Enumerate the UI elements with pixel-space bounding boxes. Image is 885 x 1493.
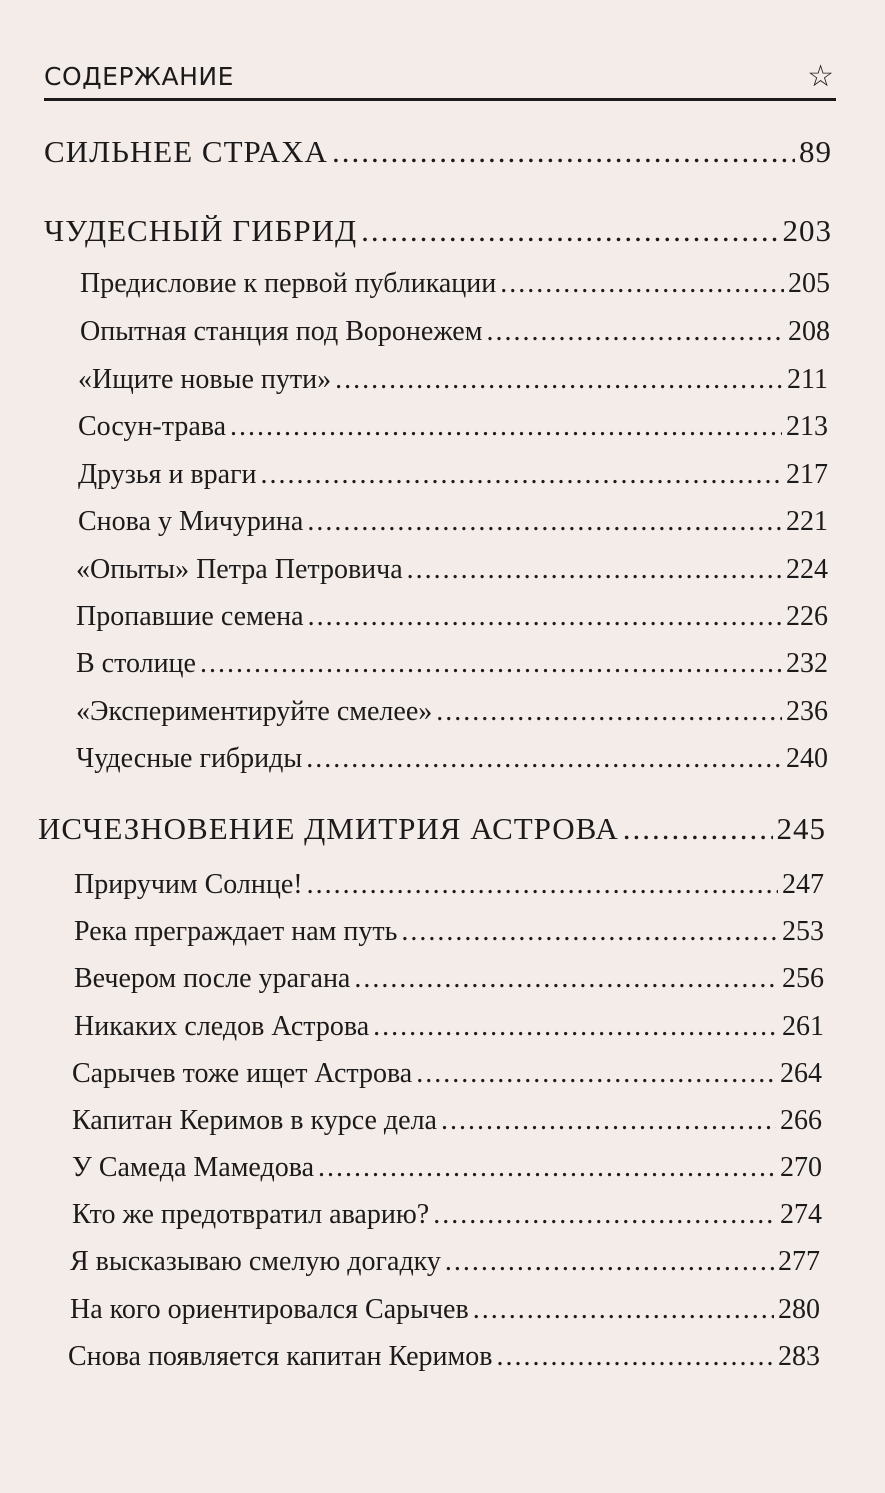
dot-leader [318, 1152, 776, 1184]
toc-entry-page-number: 211 [787, 364, 828, 395]
toc-entry-label: На кого ориентировался Сарычев [70, 1294, 469, 1325]
dot-leader [441, 1105, 776, 1137]
toc-entry-page-number: 213 [786, 411, 828, 442]
dot-leader [307, 506, 782, 538]
toc-entry-chapter [76, 648, 828, 680]
toc-entry-page-number: 217 [786, 459, 828, 490]
toc-entry-label: Друзья и враги [78, 459, 257, 490]
toc-entry-label: Никаких следов Астрова [74, 1011, 370, 1042]
toc-entry-page-number: 89 [799, 134, 832, 169]
toc-entry-page-number: 221 [786, 506, 828, 537]
toc-entry-part [44, 134, 832, 170]
toc-entry-page-number: 280 [778, 1294, 820, 1325]
header-rule [44, 98, 836, 101]
dot-leader [308, 601, 782, 633]
toc-entry-chapter [80, 268, 830, 300]
toc-entry-chapter [78, 364, 828, 396]
toc-entry-page-number: 264 [780, 1058, 822, 1089]
toc-entry-chapter [76, 743, 828, 775]
dot-leader [307, 869, 778, 901]
toc-entry-page-number: 256 [782, 963, 824, 994]
toc-entry-label: Капитан Керимов в курсе дела [72, 1105, 437, 1136]
toc-entry-chapter [74, 916, 824, 948]
toc-entry-label: Чудесные гибриды [76, 743, 303, 774]
toc-entry-label: «Ищите новые пути» [78, 364, 332, 395]
toc-entry-page-number: 236 [786, 696, 828, 727]
dot-leader [496, 1341, 774, 1373]
toc-entry-page-number: 240 [786, 743, 828, 774]
dot-leader [486, 316, 784, 348]
toc-entry-page-number: 270 [780, 1152, 822, 1183]
toc-entry-chapter [78, 411, 828, 443]
toc-entry-page-number: 261 [782, 1011, 824, 1042]
toc-entry-chapter [76, 696, 828, 728]
toc-entry-page-number: 253 [782, 916, 824, 947]
toc-entry-page-number: 203 [782, 213, 832, 248]
toc-entry-chapter [76, 554, 828, 586]
toc-entry-label: Сарычев тоже ищет Астрова [72, 1058, 413, 1089]
dot-leader [230, 411, 782, 443]
dot-leader [473, 1294, 774, 1326]
toc-entry-label: Вечером после урагана [74, 963, 351, 994]
toc-entry-label: «Опыты» Петра Петровича [76, 554, 403, 585]
toc-entry-label: У Самеда Мамедова [72, 1152, 315, 1183]
dot-leader [354, 963, 778, 995]
toc-entry-chapter [68, 1341, 820, 1373]
toc-entry-page-number: 247 [782, 869, 824, 900]
running-head [44, 59, 836, 100]
toc-entry-label: Сосун-трава [78, 411, 227, 442]
toc-entry-page-number: 283 [778, 1341, 820, 1372]
dot-leader [416, 1058, 776, 1090]
dot-leader [335, 364, 783, 396]
toc-entry-chapter [72, 1199, 822, 1231]
toc-entry-label: СИЛЬНЕЕ СТРАХА [44, 134, 328, 169]
toc-entry-label: Снова появляется капитан Керимов [68, 1341, 493, 1372]
toc-entry-part [38, 811, 826, 847]
dot-leader [445, 1246, 774, 1278]
toc-entry-label: Кто же предотвратил аварию? [72, 1199, 430, 1230]
toc-entry-label: Река преграждает нам путь [74, 916, 398, 947]
toc-entry-label: «Экспериментируйте смелее» [76, 696, 433, 727]
dot-leader [407, 554, 782, 586]
dot-leader [373, 1011, 778, 1043]
toc-entry-page-number: 277 [778, 1246, 820, 1277]
dot-leader [623, 811, 773, 847]
toc-entry-chapter [72, 1152, 822, 1184]
toc-entry-chapter [78, 506, 828, 538]
toc-entry-label: В столице [76, 648, 196, 679]
toc-entry-chapter [78, 459, 828, 491]
toc-entry-chapter [74, 1011, 824, 1043]
toc-entry-page-number: 266 [780, 1105, 822, 1136]
toc-entry-page-number: 226 [786, 601, 828, 632]
toc-entry-chapter [70, 1246, 820, 1278]
star-icon: ☆ [807, 59, 834, 94]
dot-leader [332, 134, 795, 170]
toc-entry-label: Предисловие к первой публикации [80, 268, 497, 299]
dot-leader [306, 743, 782, 775]
toc-entry-part [44, 213, 832, 249]
toc-entry-label: Приручим Солнце! [74, 869, 303, 900]
toc-entry-label: ИСЧЕЗНОВЕНИЕ ДМИТРИЯ АСТРОВА [38, 811, 619, 846]
dot-leader [433, 1199, 776, 1231]
toc-entry-page-number: 205 [788, 268, 830, 299]
toc-entry-chapter [74, 963, 824, 995]
toc-entry-label: ЧУДЕСНЫЙ ГИБРИД [44, 213, 358, 248]
toc-entry-page-number: 224 [786, 554, 828, 585]
dot-leader [261, 459, 782, 491]
toc-entry-page-number: 232 [786, 648, 828, 679]
toc-entry-chapter [72, 1058, 822, 1090]
dot-leader [200, 648, 782, 680]
dot-leader [401, 916, 778, 948]
dot-leader [500, 268, 784, 300]
toc-entry-label: Пропавшие семена [76, 601, 304, 632]
toc-entry-chapter [74, 869, 824, 901]
toc-entry-chapter [70, 1294, 820, 1326]
toc-entry-chapter [76, 601, 828, 633]
toc-entry-chapter [72, 1105, 822, 1137]
page-title: СОДЕРЖАНИЕ [44, 62, 234, 91]
toc-entry-page-number: 245 [776, 811, 826, 846]
dot-leader [361, 213, 778, 249]
toc-entry-label: Я высказываю смелую догадку [70, 1246, 441, 1277]
toc-entry-chapter [80, 316, 830, 348]
toc-entry-label: Опытная станция под Воронежем [80, 316, 483, 347]
toc-entry-page-number: 274 [780, 1199, 822, 1230]
toc-entry-page-number: 208 [788, 316, 830, 347]
toc-entry-label: Снова у Мичурина [78, 506, 304, 537]
dot-leader [436, 696, 782, 728]
